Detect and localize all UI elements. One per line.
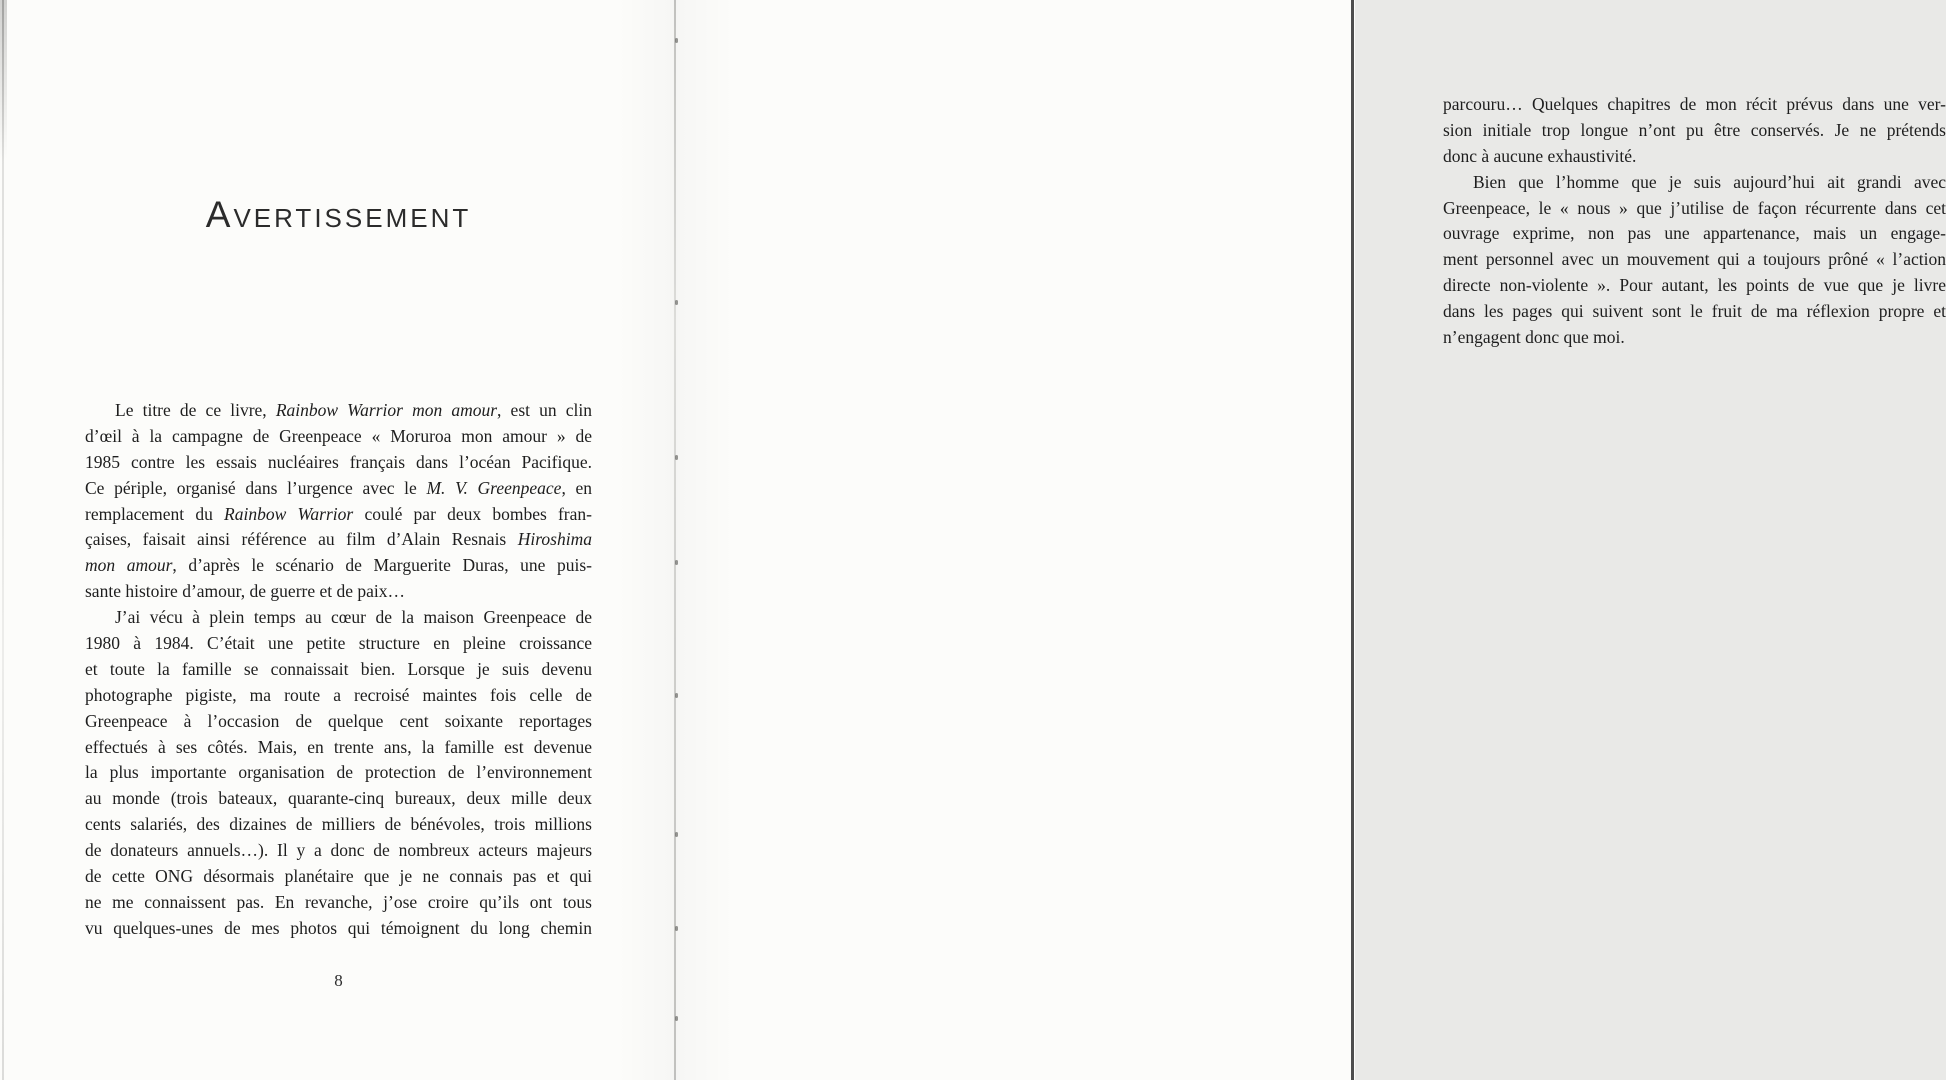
chapter-title: Avertissement xyxy=(205,194,472,235)
paragraph: J’ai vécu à plein temps au cœur de la maison Greenpeace de 1980 à 1984. C’était une petite structure en pleine croissance et toute la famille se connaissait bien. Lorsque je suis devenu photographe pigiste, ma route a recroisé maintes fois celle de Greenpeace à l’occasion de quelque cent soixante reportages effectués à ses côtés. Mais, en trente ans, la famille est devenue la plus importante organisation de protection de l’environnement au monde (trois bateaux, quarante-cinq bureaux, deux mille deux cents salariés, des dizaines de milliers de bénévoles, trois millions de donateurs annuels…). Il y a donc de nombreux acteurs majeurs de cette ONG désormais planétaire que je ne connais pas et qui ne me connaissent pas. En revanche, j’ose croire qu’ils ont tous vu quelques-unes de mes photos qui témoignent du long chemin xyxy=(85,607,592,938)
left-page-text-block xyxy=(85,398,592,942)
paragraph: Le titre de ce livre, Rainbow Warrior mon amour, est un clin d’œil à la campagne de Greenpeace « Moruroa mon amour » de 1985 contre les essais nucléaires français dans l’océan Pacifique. Ce périple, organisé dans l’urgence avec le M. V. Greenpeace, en remplacement du Rainbow Warrior coulé par deux bombes fran- çaises, faisait ainsi référence au film d’Alain Resnais Hiroshima mon amour, d’après le scénario de Marguerite Duras, une puis- sante histoire d’amour, de guerre et de paix… xyxy=(85,400,593,602)
paragraph: parcouru… Quelques chapitres de mon récit prévus dans une ver- sion initiale trop longue n’ont pu être conservés. Je ne prétends donc à aucune exhaustivité. xyxy=(1443,94,1946,166)
paragraph: Bien que l’homme que je suis aujourd’hui ait grandi avec Greenpeace, le « nous » que j’utilise de façon récurrente dans cet ouvrage exprime, non pas une appartenance, mais un engage- ment personnel avec un mouvement qui a toujours prôné « l’action directe non-violente ». Pour autant, les points de vue que je livre dans les pages qui suivent sont le fruit de ma réflexion propre et n’engagent donc que moi. xyxy=(1443,171,1946,348)
right-page-text-block xyxy=(1443,92,1946,351)
left-page xyxy=(0,0,675,1080)
right-page xyxy=(676,0,1946,1080)
page-number: 8 xyxy=(334,971,343,990)
